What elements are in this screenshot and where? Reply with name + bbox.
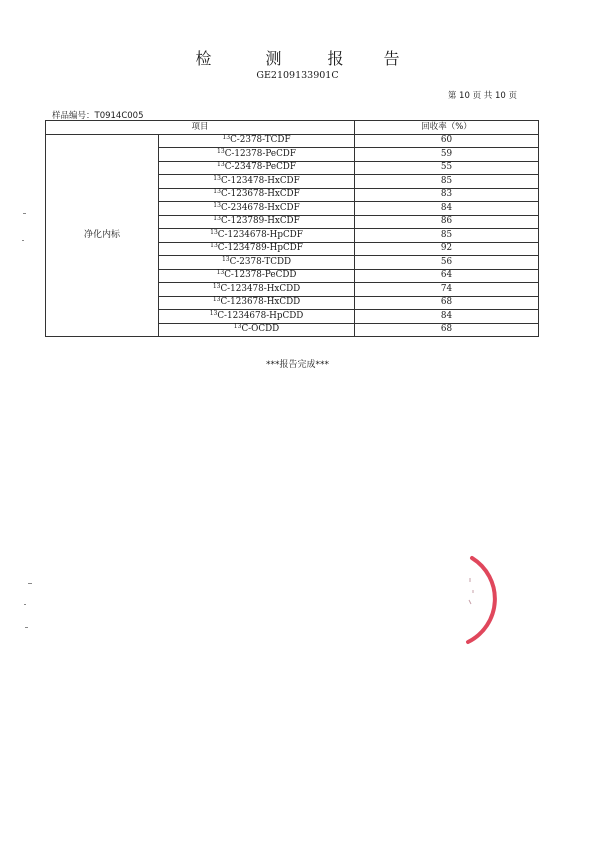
compound-name: C-2378-TCDD (229, 256, 292, 267)
scan-speck (25, 627, 28, 628)
table-header-row (46, 121, 539, 135)
recovery-value-cell: 74 (355, 283, 539, 297)
compound-name: C-2378-TCDF (230, 135, 291, 145)
page-info: 第 10 页 共 10 页 (447, 91, 517, 101)
scan-speck (23, 213, 26, 214)
isotope-superscript: 13 (222, 134, 231, 141)
compound-name-cell (159, 161, 355, 175)
compound-name: C-1234789-HpCDF (217, 243, 303, 253)
compound-name-cell (159, 202, 355, 216)
compound-name-cell (159, 296, 355, 310)
group-label: 净化内标 (46, 134, 159, 337)
compound-name-cell (159, 310, 355, 324)
report-title (0, 46, 595, 69)
scan-speck (24, 604, 26, 605)
compound-name: C-123678-HxCDF (220, 189, 300, 199)
isotope-superscript: 13 (233, 323, 242, 330)
recovery-value-cell: 56 (355, 256, 539, 270)
scan-speck (28, 583, 32, 584)
compound-name-cell (159, 175, 355, 189)
compound-name-cell (159, 242, 355, 256)
sample-number: 样品编号：T0914C005 (52, 111, 144, 121)
recovery-value-cell: 59 (355, 148, 539, 162)
compound-name: C-12378-PeCDF (224, 148, 296, 159)
recovery-value-cell: 83 (355, 188, 539, 202)
recovery-table (45, 120, 539, 337)
compound-name: C-OCDD (241, 324, 280, 334)
recovery-value-cell: 92 (355, 242, 539, 256)
compound-name: C-12378-PeCDD (224, 270, 297, 280)
scan-speck (22, 240, 24, 241)
isotope-superscript: 13 (212, 282, 221, 290)
recovery-value-cell: 64 (355, 269, 539, 283)
recovery-value-cell: 84 (355, 310, 539, 324)
compound-name: C-123478-HxCDD (220, 283, 301, 294)
compound-name-cell (159, 148, 355, 162)
compound-name: C-123678-HxCDD (220, 297, 301, 307)
isotope-superscript: 13 (213, 201, 221, 209)
recovery-value-cell: 68 (355, 296, 539, 310)
compound-name-cell (159, 269, 355, 283)
title-char: 检 (195, 49, 212, 68)
compound-name: C-123789-HxCDF (220, 216, 300, 226)
table-body (46, 134, 539, 337)
title-char: 告 (383, 49, 400, 68)
isotope-superscript: 13 (213, 174, 221, 182)
red-seal-stamp (440, 548, 540, 648)
compound-name-cell (159, 229, 355, 243)
recovery-value-cell: 84 (355, 202, 539, 216)
column-header-recovery: 回收率（%） (355, 121, 539, 135)
isotope-superscript: 13 (217, 147, 225, 155)
isotope-superscript: 13 (210, 242, 218, 249)
title-char: 报 (327, 49, 344, 68)
isotope-superscript: 13 (210, 228, 218, 236)
isotope-superscript: 13 (209, 309, 218, 317)
isotope-superscript: 13 (212, 296, 221, 303)
report-number: GE2109133901C (256, 70, 339, 81)
isotope-superscript: 13 (213, 188, 221, 195)
recovery-value-cell: 85 (355, 229, 539, 243)
column-header-item: 项目 (46, 121, 355, 135)
isotope-superscript: 13 (213, 215, 221, 222)
report-end-mark: ***报告完成*** (265, 360, 329, 370)
compound-name: C-1234678-HpCDD (217, 310, 304, 321)
compound-name: C-234678-HxCDF (220, 202, 300, 213)
recovery-value-cell: 55 (355, 161, 539, 175)
isotope-superscript: 13 (216, 269, 225, 276)
title-char: 测 (265, 49, 282, 68)
compound-name-cell (159, 188, 355, 202)
compound-name-cell (159, 215, 355, 229)
recovery-value-cell: 86 (355, 215, 539, 229)
compound-name-cell (159, 323, 355, 337)
compound-name-cell (159, 134, 355, 148)
recovery-value-cell: 85 (355, 175, 539, 189)
table-row (46, 134, 539, 148)
isotope-superscript: 13 (221, 255, 230, 263)
compound-name: C-1234678-HpCDF (217, 229, 303, 240)
compound-name-cell (159, 283, 355, 297)
recovery-value-cell: 68 (355, 323, 539, 337)
compound-name: C-123478-HxCDF (220, 175, 300, 186)
recovery-value-cell: 60 (355, 134, 539, 148)
compound-name-cell (159, 256, 355, 270)
compound-name: C-23478-PeCDF (224, 162, 296, 172)
isotope-superscript: 13 (217, 161, 225, 168)
